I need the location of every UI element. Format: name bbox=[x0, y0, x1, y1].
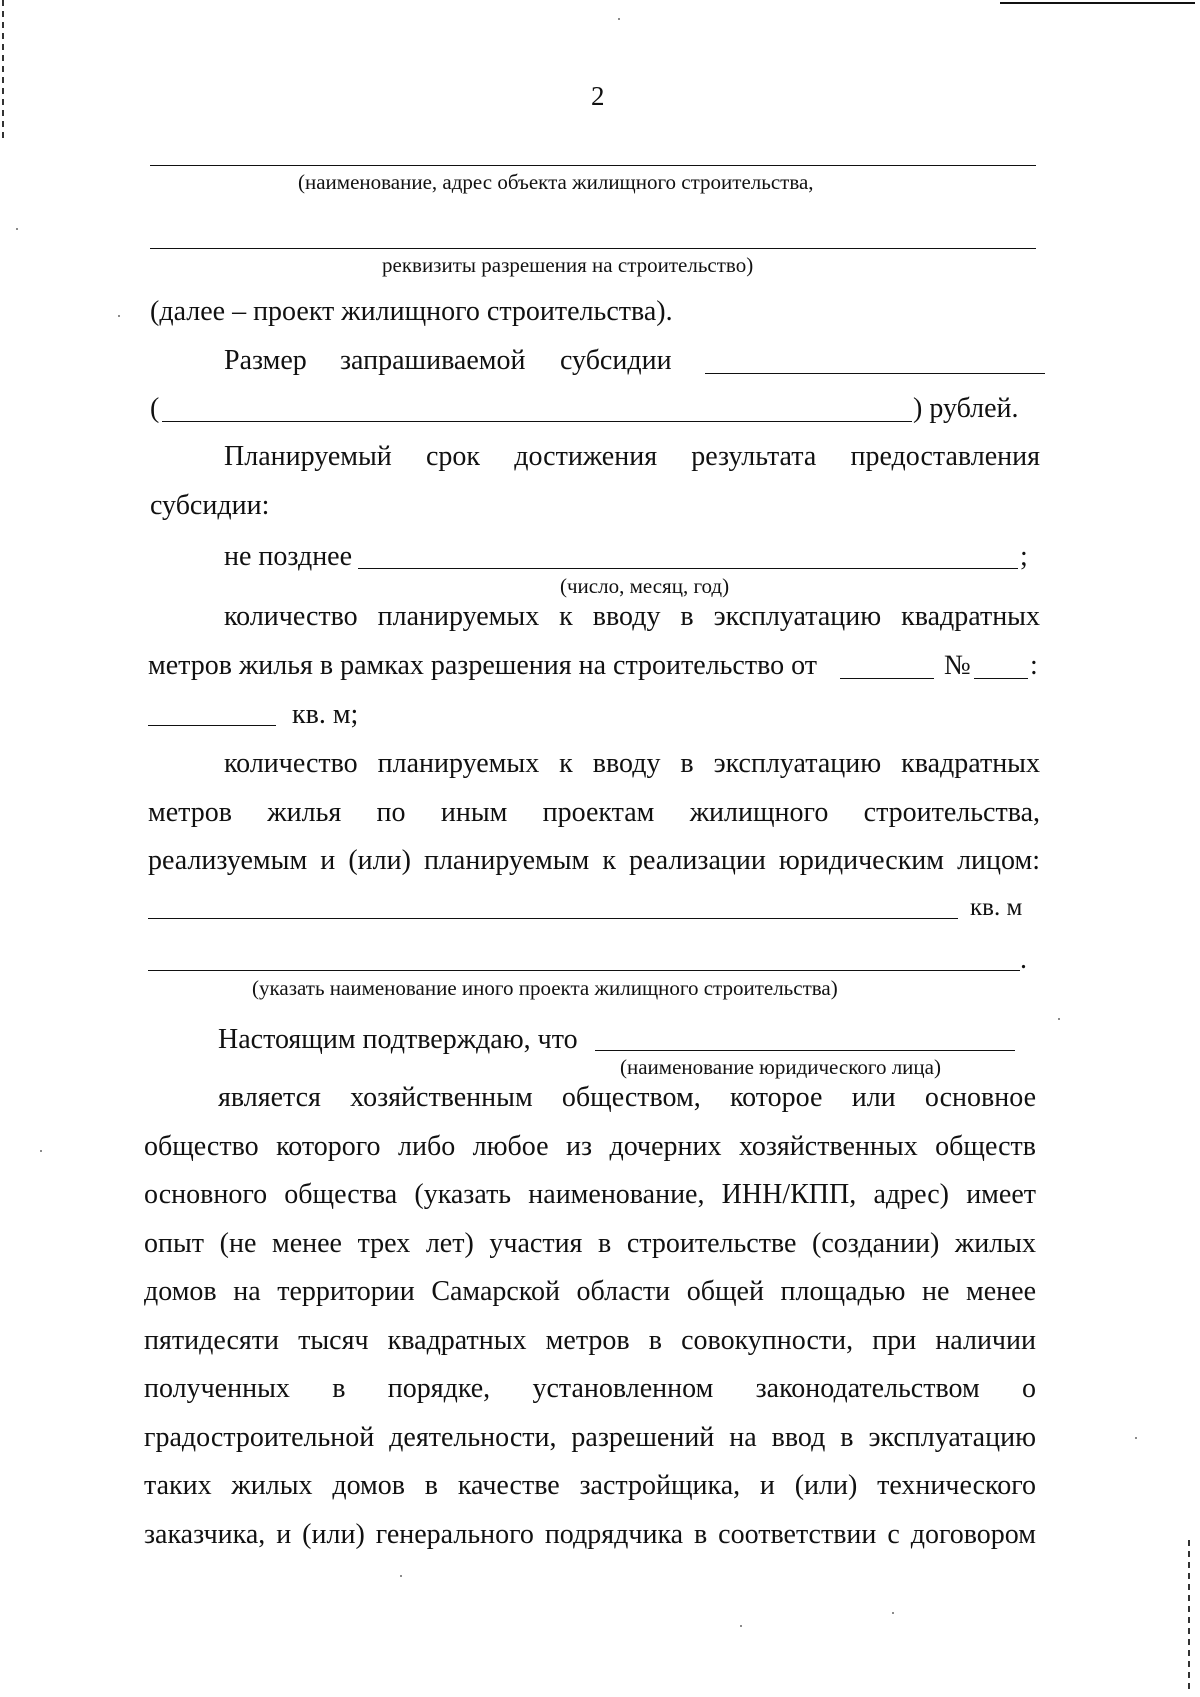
subsidy-word-2: запрашиваемой bbox=[340, 345, 526, 376]
other-projects-line-3: реализуемым и (или) планируемым к реализации юридическим лицом: bbox=[148, 845, 1040, 876]
scan-edge-mark-right bbox=[1188, 1540, 1190, 1690]
rubles-open-paren: ( bbox=[150, 393, 160, 424]
quantity-line-1: количество планируемых к вводу в эксплуатацию квадратных bbox=[224, 601, 1040, 632]
body-line-2: общество которого либо любое из дочерних хозяйственных обществ bbox=[144, 1131, 1036, 1162]
semicolon: ; bbox=[1020, 541, 1028, 572]
body-line-1: является хозяйственным обществом, которое или основное bbox=[218, 1082, 1036, 1113]
deadline-line-2: субсидии: bbox=[150, 490, 270, 521]
scan-speck bbox=[618, 18, 620, 20]
scan-speck bbox=[740, 1625, 742, 1627]
subsidy-word-1: Размер bbox=[224, 345, 307, 376]
body-line-5: домов на территории Самарской области общей площадью не менее bbox=[144, 1276, 1036, 1307]
sqm-value-line-2 bbox=[148, 918, 958, 919]
object-name-line bbox=[150, 165, 1036, 166]
subsidy-word-3: субсидии bbox=[560, 345, 672, 376]
permit-colon: : bbox=[1030, 650, 1038, 681]
other-projects-line-2: метров жилья по иным проектам жилищного строительства, bbox=[148, 797, 1040, 828]
date-caption: (число, месяц, год) bbox=[560, 574, 730, 598]
rubles-words-line bbox=[162, 421, 912, 422]
other-project-caption: (указать наименование иного проекта жилищного строительства) bbox=[252, 976, 838, 1000]
sqm-value-line-1 bbox=[148, 725, 276, 726]
permit-date-line bbox=[840, 678, 934, 679]
not-later-label: не позднее bbox=[224, 541, 353, 572]
date-line bbox=[358, 568, 1018, 569]
permit-details-caption: реквизиты разрешения на строительство) bbox=[382, 253, 754, 277]
other-project-name-line bbox=[148, 970, 1020, 971]
quantity-line-2: метров жилья в рамках разрешения на строительство от bbox=[148, 650, 817, 681]
other-projects-line-1: количество планируемых к вводу в эксплуатацию квадратных bbox=[224, 748, 1040, 779]
legal-entity-line bbox=[595, 1050, 1015, 1051]
scan-speck bbox=[400, 1575, 402, 1577]
hereinafter-text: (далее – проект жилищного строительства). bbox=[150, 296, 673, 327]
scan-edge-mark-top bbox=[1000, 2, 1195, 4]
body-line-8: градостроительной деятельности, разрешений на ввод в эксплуатацию bbox=[144, 1422, 1036, 1453]
scan-speck bbox=[1135, 1437, 1137, 1439]
scan-speck bbox=[1058, 1018, 1060, 1020]
deadline-line-1: Планируемый срок достижения результата предоставления bbox=[224, 441, 1040, 472]
page-number: 2 bbox=[591, 81, 605, 111]
confirm-text: Настоящим подтверждаю, что bbox=[218, 1024, 578, 1055]
sqm-unit-2: кв. м bbox=[970, 894, 1023, 921]
sqm-unit-1: кв. м; bbox=[292, 699, 359, 730]
permit-details-line bbox=[150, 248, 1036, 249]
scan-speck bbox=[40, 1150, 42, 1152]
body-line-7: полученных в порядке, установленном законодательством о bbox=[144, 1373, 1036, 1404]
scan-speck bbox=[892, 1612, 894, 1614]
subsidy-amount-line bbox=[705, 373, 1045, 374]
object-name-caption: (наименование, адрес объекта жилищного строительства, bbox=[298, 170, 814, 194]
permit-number-sign: № bbox=[944, 650, 971, 681]
body-line-9: таких жилых домов в качестве застройщика, и (или) технического bbox=[144, 1470, 1036, 1501]
body-line-4: опыт (не менее трех лет) участия в строительстве (создании) жилых bbox=[144, 1228, 1036, 1259]
body-line-3: основного общества (указать наименование, ИНН/КПП, адрес) имеет bbox=[144, 1179, 1036, 1210]
scan-edge-mark-left bbox=[2, 0, 4, 140]
scan-speck bbox=[16, 228, 18, 230]
body-line-10: заказчика, и (или) генерального подрядчика в соответствии с договором bbox=[144, 1519, 1036, 1550]
body-line-6: пятидесяти тысяч квадратных метров в совокупности, при наличии bbox=[144, 1325, 1036, 1356]
rubles-close: ) рублей. bbox=[913, 393, 1019, 424]
scan-speck bbox=[118, 315, 120, 317]
legal-entity-caption: (наименование юридического лица) bbox=[620, 1055, 941, 1079]
permit-number-line bbox=[974, 678, 1028, 679]
other-project-period: . bbox=[1020, 944, 1027, 975]
